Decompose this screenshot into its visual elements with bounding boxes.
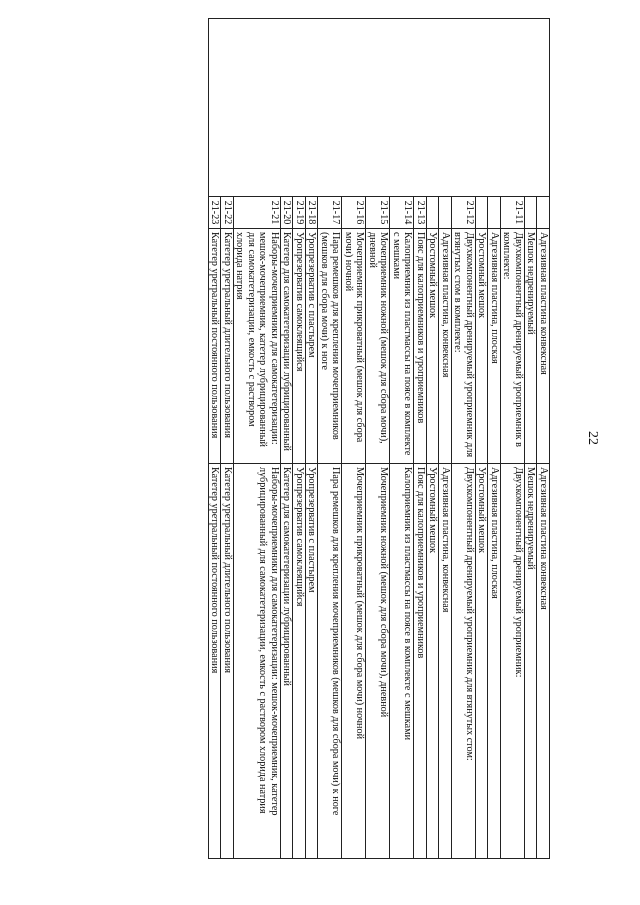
code-cell: 21-11 [501,197,525,229]
right-text-cell: Пояс для калоприемников и уроприемников [414,464,427,859]
table-body [209,19,550,859]
right-text-cell: Адгезивная пластина конвексная [537,464,550,859]
left-text-cell: Мешок недренируемый [525,229,538,464]
device-comparison-table [208,18,550,859]
code-cell [525,197,538,229]
code-cell: 21-14 [390,197,414,229]
right-text-cell: Уростомный мешок [427,464,440,859]
code-cell: 21-23 [209,197,222,229]
code-cell [439,197,452,229]
code-cell: 21-18 [306,197,319,229]
right-text-cell: Мочеприемник прикроватный (мешок для сбора мочи) ночной [342,464,366,859]
left-text-cell: Пояс для калоприемников и уроприемников [414,229,427,464]
left-text-cell: Адгезивная пластина, конвексная [439,229,452,464]
code-cell: 21-15 [366,197,390,229]
left-text-cell: Катетер уретральный постоянного пользования [209,229,222,464]
left-text-cell: Адгезивная пластина, плоская [488,229,501,464]
left-text-cell: Двухкомпонентный дренируемый уроприемник в комплекте: [501,229,525,464]
right-text-cell: Двухкомпонентный дренируемый уроприемник для втянутых стом: [452,464,476,859]
left-text-cell: Уропрезерватив самоклеящийся [293,229,306,464]
right-text-cell: Уропрезерватив самоклеящийся [293,464,306,859]
right-text-cell: Уростомный мешок [476,464,489,859]
left-text-cell: Катетер уретральный длительного пользования [221,229,234,464]
code-cell: 21-16 [342,197,366,229]
code-cell: 21-12 [452,197,476,229]
code-cell: 21-20 [281,197,294,229]
left-text-cell: Пара ремешков для крепления мочеприемников (мешков для сбора мочи) к ноге [318,229,342,464]
left-text-cell: Наборы-мочеприемники для самокатетеризации: мешок-мочеприемник, катетер лубрицированный для самокатетеризации, емкость с раствором хлорида натрия [234,229,281,464]
code-cell [476,197,489,229]
page-number: 22 [585,431,600,445]
code-cell: 21-13 [414,197,427,229]
code-cell: 21-17 [318,197,342,229]
code-cell [537,197,550,229]
left-text-cell: Мочеприемник прикроватный (мешок для сбора мочи) ночной [342,229,366,464]
left-text-cell: Уропрезерватив с пластырем [306,229,319,464]
left-text-cell: Уростомный мешок [427,229,440,464]
left-text-cell: Мочеприемник ножной (мешок для сбора мочи), дневной [366,229,390,464]
left-text-cell: Адгезивная пластина конвексная [537,229,550,464]
right-text-cell: Адгезивная пластина, конвексная [439,464,452,859]
right-text-cell: Калоприемник из пластмассы на поясе в комплекте с мешками [390,464,414,859]
left-text-cell: Двухкомпонентный дренируемый уроприемник для втянутых стом в комплекте: [452,229,476,464]
right-text-cell: Уропрезерватив с пластырем [306,464,319,859]
code-cell [427,197,440,229]
right-text-cell: Катетер для самокатетеризации лубрицированный [281,464,294,859]
right-text-cell: Наборы-мочеприемники для самокатетеризации: мешок-мочеприемник, катетер лубрицированный для самокатетеризации, емкость с раствором хлорида натрия [234,464,281,859]
right-text-cell: Адгезивная пластина, плоская [488,464,501,859]
rotated-page [40,8,600,868]
code-cell: 21-22 [221,197,234,229]
table-row [537,19,550,859]
blank-column-cell [209,19,550,197]
code-cell: 21-19 [293,197,306,229]
left-text-cell: Калоприемник из пластмассы на поясе в комплекте с мешками [390,229,414,464]
right-text-cell: Катетер уретральный постоянного пользования [209,464,222,859]
left-text-cell: Катетер для самокатетеризации лубрицированный [281,229,294,464]
code-cell: 21-21 [234,197,281,229]
right-text-cell: Пара ремешков для крепления мочеприемников (мешков для сбора мочи) к ноге [318,464,342,859]
left-text-cell: Уростомный мешок [476,229,489,464]
right-text-cell: Мочеприемник ножной (мешок для сбора мочи), дневной [366,464,390,859]
right-text-cell: Мешок недренируемый [525,464,538,859]
code-cell [488,197,501,229]
right-text-cell: Двухкомпонентный дренируемый уроприемник: [501,464,525,859]
right-text-cell: Катетер уретральный длительного пользования [221,464,234,859]
